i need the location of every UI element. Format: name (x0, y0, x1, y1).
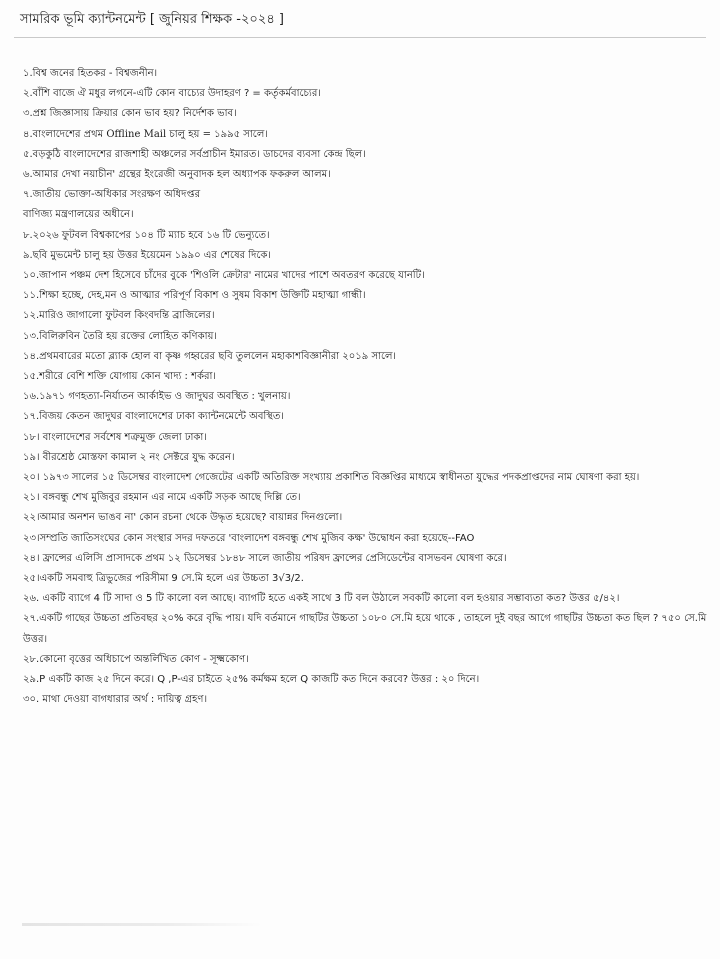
list-item: ৬.আমার দেখা নয়াচীন' গ্রন্থের ইংরেজী অনুবাদক হল অধ্যাপক ফকরুল আলম। (23, 169, 331, 181)
list-item: ৮.২০২৬ ফুটবল বিশ্বকাপের ১০৪ টি ম্যাচ হবে ১৬ টি ভেন্যুতে। (23, 229, 270, 241)
list-item: ৩০. মাথা দেওয়া বাগধারার অর্থ : দায়িত্ব গ্রহণ। (23, 694, 208, 706)
list-item: ৪.বাংলাদেশের প্রথম Offline Mail চালু হয় = ১৯৯৫ সালে। (23, 128, 268, 140)
list-item: ১২.মারিও জাগালো ফুটবল কিংবদন্তি ব্রাজিলের। (23, 310, 215, 322)
title-divider (14, 37, 706, 38)
list-item: ৭.জাতীয় ভোক্তা-অধিকার সংরক্ষণ অধিদপ্তর (23, 189, 201, 201)
list-item: ২০। ১৯৭৩ সালের ১৫ ডিসেম্বর বাংলাদেশ গেজেটের একটি অতিরিক্ত সংখ্যায় প্রকাশিত বিজ্ঞপ্তির মাধ্যমে স্বাধীনতা যুদ্ধের পদকপ্রাপ্তদের নাম ঘোষণা করা হয়। (23, 472, 640, 484)
list-item: ২১। বঙ্গবন্ধু শেখ মুজিবুর রহমান এর নামে একটি সড়ক আছে দিল্লি তে। (23, 492, 301, 504)
list-item: ২৭.একটি গাছের উচ্চতা প্রতিবছর ২০% করে বৃদ্ধি পায়। যদি বর্তমানে গাছটির উচ্চতা ১০৮০ সে.মি হয়ে থাকে , তাহলে দুই বছর আগে গাছটির উচ্চতা কত ছিল ? ৭৫০ সে.মি উত্তর। (23, 613, 707, 645)
list-item: ২৩।সম্প্রতি জাতিসংঘের কোন সংস্থার সদর দফতরে 'বাংলাদেশ বঙ্গবন্ধু শেখ মুজিব কক্ষ' উদ্বোধন করা হয়েছে--FAO (23, 532, 475, 544)
list-item: ২৬. একটি ব্যাগে 4 টি সাদা ও 5 টি কালো বল আছে। ব্যাগটি হতে একই সাথে 3 টি বল উঠালে সবকটি কালো বল হওয়ার সম্ভাব্যতা কত? উত্তর ৫/৪২। (23, 593, 620, 605)
list-item: ২৮.কোনো বৃত্তের অধিচাপে অন্তর্লিখিত কোণ - সূক্ষ্মকোণ। (23, 653, 249, 665)
list-item: ১৭.বিজয় কেতন জাদুঘর বাংলাদেশের ঢাকা ক্যান্টনমেন্টে অবস্থিত। (23, 411, 284, 423)
list-item: ১.বিশ্ব জনের হিতকর - বিশ্বজনীন। (23, 68, 158, 79)
list-item: ৫.বড়কুঠি বাংলাদেশের রাজশাহী অঞ্চলের সর্বপ্রাচীন ইমারত। ডাচদের ব্যবসা কেন্দ্র ছিল। (23, 148, 366, 160)
list-item: ১৩.বিলিরুবিন তৈরি হয় রক্তের লোহিত কণিকায়। (23, 330, 217, 342)
list-item: ১১.শিক্ষা হচ্ছে, দেহ,মন ও আত্মার পরিপূর্ণ বিকাশ ও সুষম বিকাশ উক্তিটি মহাত্মা গান্ধী। (23, 290, 366, 302)
page-title: সামরিক ভূমি ক্যান্টনমেন্ট [ জুনিয়র শিক্ষক -২০২৪ ] (20, 12, 284, 27)
list-item: ৩.প্রশ্ন জিজ্ঞাসায় ক্রিয়ার কোন ভাব হয়? নির্দেশক ভাব। (23, 108, 237, 120)
list-item: ২৯.P একটি কাজ ২৫ দিনে করে। Q ,P-এর চাইতে ২৫% কর্মক্ষম হলে Q কাজটি কত দিনে করবে? উত্তর : ২০ দিনে। (23, 674, 480, 686)
list-item: ১৪.প্রথমবারের মতো ব্ল্যাক হোল বা কৃষ্ণ গহ্বরের ছবি তুললেন মহাকাশবিজ্ঞানীরা ২০১৯ সালে। (23, 350, 397, 362)
list-item: ২৪। ফ্রান্সের এলিসি প্রাসাদকে প্রথম ১২ ডিসেম্বর ১৮৪৮ সালে জাতীয় পরিষদ ফ্রান্সের প্রেসিডেন্টের বাসভবন ঘোষণা করে। (23, 552, 507, 564)
list-item: বাণিজ্য মন্ত্রণালয়ের অধীনে। (23, 209, 134, 221)
list-item: ১৮। বাংলাদেশের সর্বশেষ শত্রুমুক্ত জেলা ঢাকা। (23, 431, 207, 443)
list-item: ২.বাঁশি বাজে ঐ মধুর লগনে-এটি কোন বাচ্যের উদাহরণ ? = কর্তৃকর্মবাচ্যের। (23, 88, 321, 100)
question-list (23, 64, 713, 711)
list-item: ২২।আমার অনশন ভাঙব না' কোন রচনা থেকে উদ্ধৃত হয়েছে? বায়ান্নর দিনগুলো। (23, 512, 343, 524)
list-item: ১৯। বীরশ্রেষ্ঠ মোস্তফা কামাল ২ নং সেক্টরে যুদ্ধ করেন। (23, 451, 235, 463)
list-item: ১৬.১৯৭১ গণহত্যা-নির্যাতন আর্কাইভ ও জাদুঘর অবস্থিত : খুলনায়। (23, 391, 291, 403)
list-item: ৯.ছবি মুভমেন্ট চালু হয় উত্তর ইয়েমেন ১৯৯০ এর শেষের দিকে। (23, 249, 271, 261)
faded-text-remnant (22, 923, 262, 926)
list-item: ১৫.শরীরে বেশি শক্তি যোগায় কোন খাদ্য : শর্করা। (23, 371, 216, 383)
list-item: ২৫।একটি সমবাহু ত্রিভুজের পরিসীমা 9 সে.মি হলে এর উচ্চতা 3√3/2. (23, 573, 304, 585)
list-item: ১০.জাপান পঞ্চম দেশ হিসেবে চাঁদের বুকে 'শিওলি ক্রেটার' নামের খাদের পাশে অবতরণ করেছে যানটি। (23, 270, 425, 282)
